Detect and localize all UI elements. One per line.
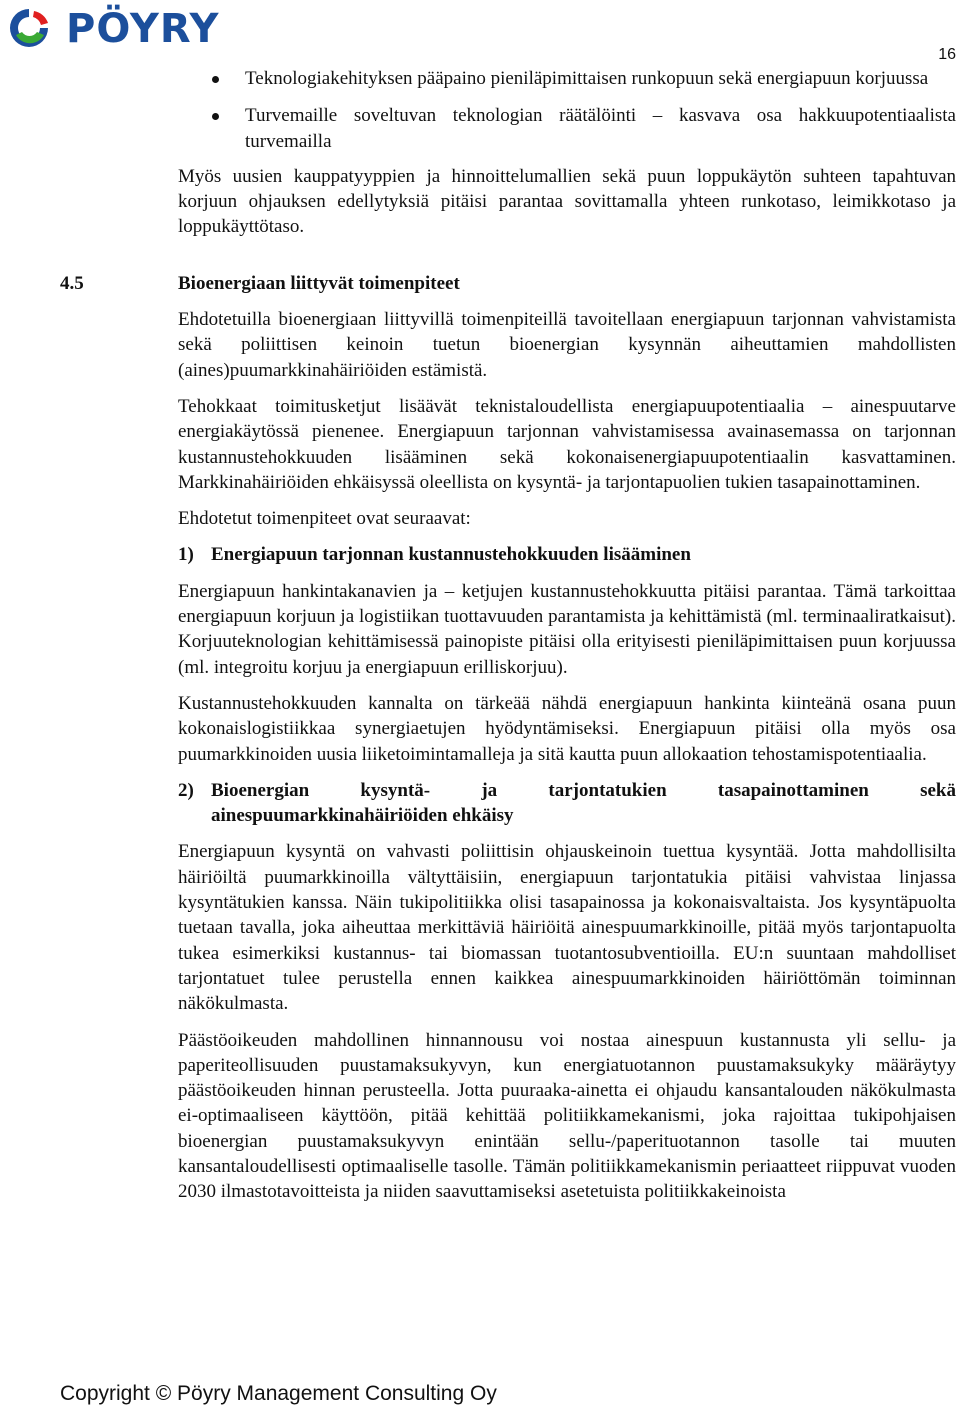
logo-text: PÖYRY: [66, 6, 220, 52]
poyry-logo: [4, 5, 244, 51]
measure-paragraph: Päästöoikeuden mahdollinen hinnannousu voi nostaa ainespuun kustannusta yli sellu- ja paperiteollisuuden puustamaksukyvyn, kun energiatuotannon puustamaksukyky määräytyy päästöoikeuden hinnan perusteella. Jotta puuraaka-ainetta ei ohjaudu kansantalouden näkökulmasta ei-optimaaliseen käyttöön, pitää kehittää politiikkamekanismi, joka rajoittaa tukipohjaisen bioenergian puustamaksukyvyn enintään sellu-/paperituotannon tasolle tai muuten kansantaloudellisesti optimaaliselle tasolle. Tämän politiikkamekanismin periaatteet riippuvat vuoden 2030 ilmastotavoitteista ja niiden saavuttamiseksi asetetuista politiikkakeinoista: [178, 1029, 956, 1203]
measure-number: 2): [178, 779, 194, 801]
bullet-item: Turvemaille soveltuvan teknologian räätälöinti – kasvava osa hakkuupotentiaalista turvemailla: [178, 103, 956, 154]
section-heading: [60, 271, 956, 296]
measure-paragraph: Energiapuun kysyntä on vahvasti poliittisin ohjauskeinoin tuettua kysyntää. Jotta mahdollisilta häiriöiltä puumarkkinoilla vältyttäisiin, energiapuun tarjontatukia pitäisi vahvistaa linjassa kysyntätukien kanssa. Näin tukipolitiikka olisi tasapainossa ja kokonaisvaltaista. Jos kysyntäpuolta tuetaan tavalla, joka aiheuttaa merkittäviä häiriöitä ainespuumarkkinoille, pitää myös tarjontapuolta tukea esimerkiksi kustannus- tai biomassan tuotantosubventioilla. EU:n suuntaan mahdolliset tarjontatuet tulee perustella ennen kaikkea ainespuumarkkinoiden häiriöttömän toiminnan näkökulmasta.: [178, 841, 956, 1015]
footer-copyright: Copyright © Pöyry Management Consulting Oy: [60, 1382, 497, 1405]
intro-paragraph: Myös uusien kauppatyyppien ja hinnoittelumallien sekä puun loppukäytön suhteen tapahtuvan korjuun ohjauksen edellytyksiä pitäisi parantaa sovittamalla yhteen runkotaso, leimikkotaso ja loppukäyttötaso.: [178, 165, 956, 238]
section-number: 4.5: [60, 272, 84, 294]
page-number: 16: [938, 46, 956, 63]
measure-paragraph: Energiapuun hankintakanavien ja – ketjujen kustannustehokkuutta pitäisi parantaa. Tämä tarkoittaa energiapuun korjuun ja logistiikan tuottavuuden parantamista ja kehittämistä (ml. terminaaliratkaisut). Korjuuteknologian kehittämisessä painopiste pitäisi olla erityisesti pieniläpimittaisen puun korjuussa (ml. integroitu korjuu ja energiapuun erilliskorjuu).: [178, 580, 956, 678]
bullet-list: [178, 66, 956, 154]
poyry-swirl-icon: [4, 5, 54, 51]
measure-title: Energiapuun tarjonnan kustannustehokkuuden lisääminen: [211, 544, 691, 566]
section-title: Bioenergiaan liittyvät toimenpiteet: [178, 272, 460, 294]
document-body: [60, 66, 956, 1205]
section-paragraph: Ehdotetut toimenpiteet ovat seuraavat:: [178, 508, 471, 530]
bullet-item: Teknologiakehityksen pääpaino pieniläpimittaisen runkopuun sekä energiapuun korjuussa: [178, 66, 956, 91]
section-paragraph: Tehokkaat toimitusketjut lisäävät teknistaloudellista energiapuupotentiaalia – ainespuutarve energiakäytössä pienenee. Energiapuun tarjonnan vahvistamisessa avainasemassa on tarjonnan kustannustehokkuuden lisääminen sekä kokonaisenergiapuupotentiaalin kasvattaminen. Markkinahäiriöiden ehkäisyssä oleellista on kysyntä- ja tarjontapuolien tukien tasapainottaminen.: [178, 395, 956, 493]
measure-heading: [178, 542, 956, 567]
measure-number: 1): [178, 544, 194, 566]
measure-heading: [178, 778, 956, 829]
section-paragraph: Ehdotetuilla bioenergiaan liittyvillä toimenpiteillä tavoitellaan energiapuun tarjonnan vahvistamista sekä poliittisen keinoin tuetun bioenergian kysynnän aiheuttamien mahdollisten (aines)puumarkkinahäiriöiden estämistä.: [178, 309, 956, 381]
measure-title: Bioenergian kysyntä- ja tarjontatukien tasapainottaminen sekä ainespuumarkkinahäiriöiden ehkäisy: [211, 779, 956, 827]
measure-paragraph: Kustannustehokkuuden kannalta on tärkeää nähdä energiapuun hankinta kiinteänä osana puun kokonaislogistiikkaa synergiaetujen hyödyntämiseksi. Energiapuun pitäisi olla myös osa puumarkkinoiden uusia liiketoimintamalleja ja sitä kautta puun allokaation tehostamispotentiaalia.: [178, 692, 956, 765]
